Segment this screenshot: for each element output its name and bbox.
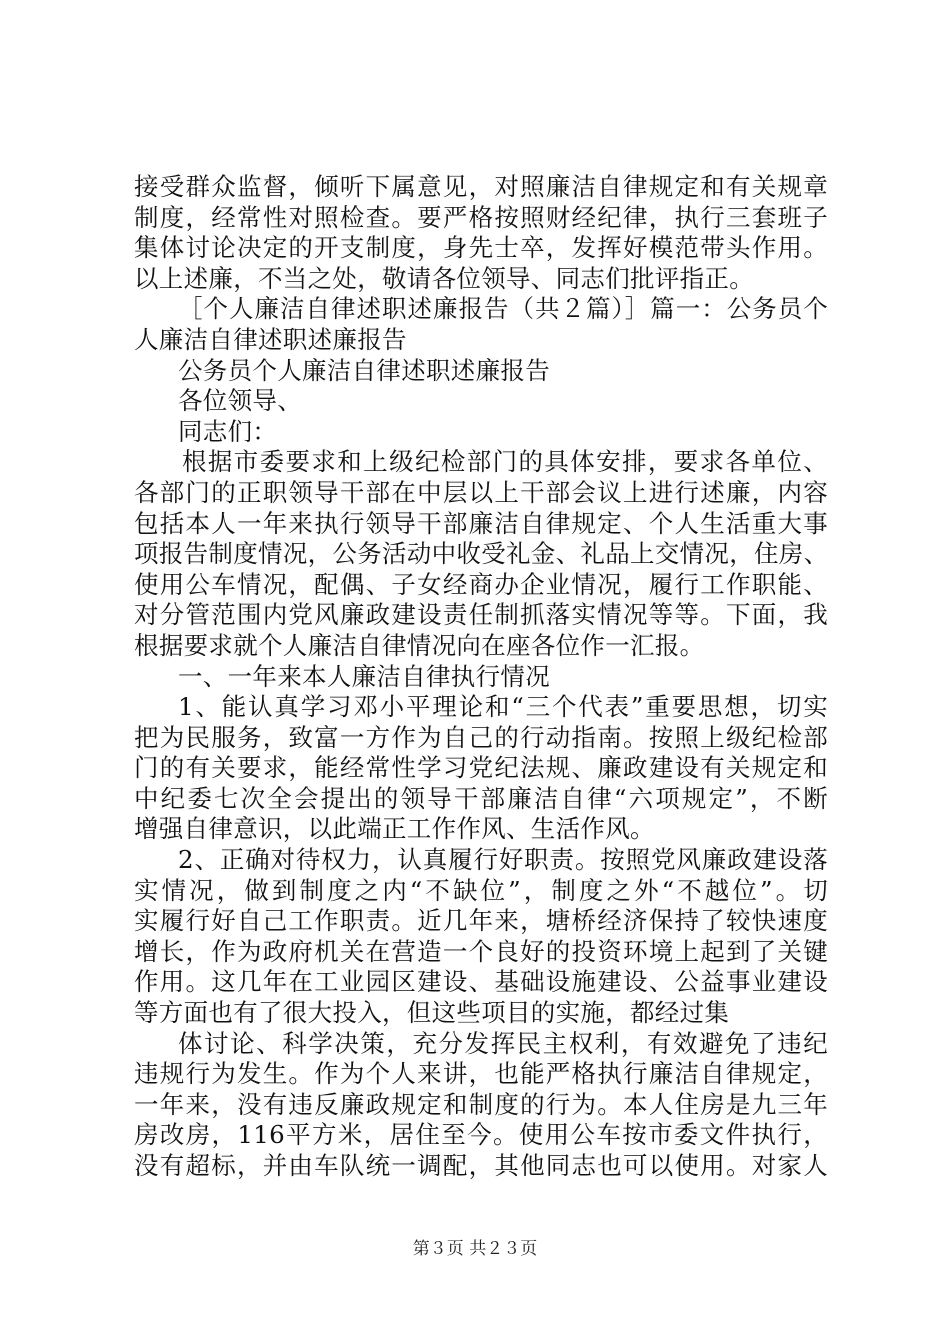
text-line: 门的有关要求，能经常性学习党纪法规、廉政建设有关规定和: [134, 753, 828, 783]
report-title: 公务员个人廉洁自律述职述廉报告: [178, 355, 550, 385]
text-line: 一年来，没有违反廉政规定和制度的行为。本人住房是九三年: [134, 1089, 828, 1119]
text-line: 房改房，116平方米，居住至今。使用公车按市委文件执行，: [134, 1120, 828, 1150]
section-heading: 一、一年来本人廉洁自律执行情况: [178, 661, 550, 691]
text-line: 中纪委七次全会提出的领导干部廉洁自律“六项规定”，不断: [134, 783, 828, 813]
page-number-footer: 第３页 共２３页: [412, 1239, 538, 1259]
salutation-line: 各位领导、: [178, 386, 302, 416]
text-line: 等方面也有了很大投入，但这些项目的实施，都经过集: [134, 998, 730, 1028]
text-line: 以上述廉，不当之处，敬请各位领导、同志们批评指正。: [134, 263, 754, 293]
text-line: 实情况，做到制度之内“不缺位”，制度之外“不越位”。切: [134, 875, 828, 905]
section-title-line: 人廉洁自律述职述廉报告: [134, 324, 407, 354]
text-line: 项报告制度情况，公务活动中收受礼金、礼品上交情况，住房、: [134, 539, 829, 569]
text-line: 制度，经常性对照检查。要严格按照财经纪律，执行三套班子: [134, 202, 828, 232]
text-line: 没有超标，并由车队统一调配，其他同志也可以使用。对家人: [134, 1151, 828, 1180]
text-line: 违规行为发生。作为个人来讲，也能严格执行廉洁自律规定，: [134, 1059, 828, 1089]
text-line: 对分管范围内党风廉政建设责任制抓落实情况等等。下面，我: [134, 600, 828, 630]
text-line: 体讨论、科学决策，充分发挥民主权利，有效避免了违纪: [178, 1028, 828, 1058]
text-line: 实履行好自己工作职责。近几年来，塘桥经济保持了较快速度: [134, 906, 828, 936]
text-line: 集体讨论决定的开支制度，身先士卒，发挥好模范带头作用。: [134, 233, 828, 263]
text-line: 接受群众监督，倾听下属意见，对照廉洁自律规定和有关规章: [134, 172, 828, 201]
text-line: 根据要求就个人廉洁自律情况向在座各位作一汇报。: [134, 630, 705, 660]
salutation-line: 同志们：: [178, 416, 278, 446]
text-line: 1、能认真学习邓小平理论和“三个代表”重要思想，切实: [178, 692, 828, 722]
section-title-line: ［个人廉洁自律述职述廉报告（共２篇）］篇一：公务员个: [178, 294, 828, 324]
text-line: 2、正确对待权力，认真履行好职责。按照党风廉政建设落: [178, 845, 828, 875]
text-line: 增长，作为政府机关在营造一个良好的投资环境上起到了关键: [134, 936, 828, 966]
text-line: 增强自律意识，以此端正工作作风、生活作风。: [134, 814, 655, 844]
document-body: [134, 172, 828, 1182]
text-line: 把为民服务，致富一方作为自己的行动指南。按照上级纪检部: [134, 722, 828, 752]
text-line: 根据市委要求和上级纪检部门的具体安排，要求各单位、: [182, 447, 828, 477]
text-line: 包括本人一年来执行领导干部廉洁自律规定、个人生活重大事: [134, 508, 828, 538]
text-line: 使用公车情况，配偶、子女经商办企业情况，履行工作职能、: [134, 569, 828, 599]
text-line: 各部门的正职领导干部在中层以上干部会议上进行述廉，内容: [134, 477, 828, 507]
text-line: 作用。这几年在工业园区建设、基础设施建设、公益事业建设: [134, 967, 828, 997]
